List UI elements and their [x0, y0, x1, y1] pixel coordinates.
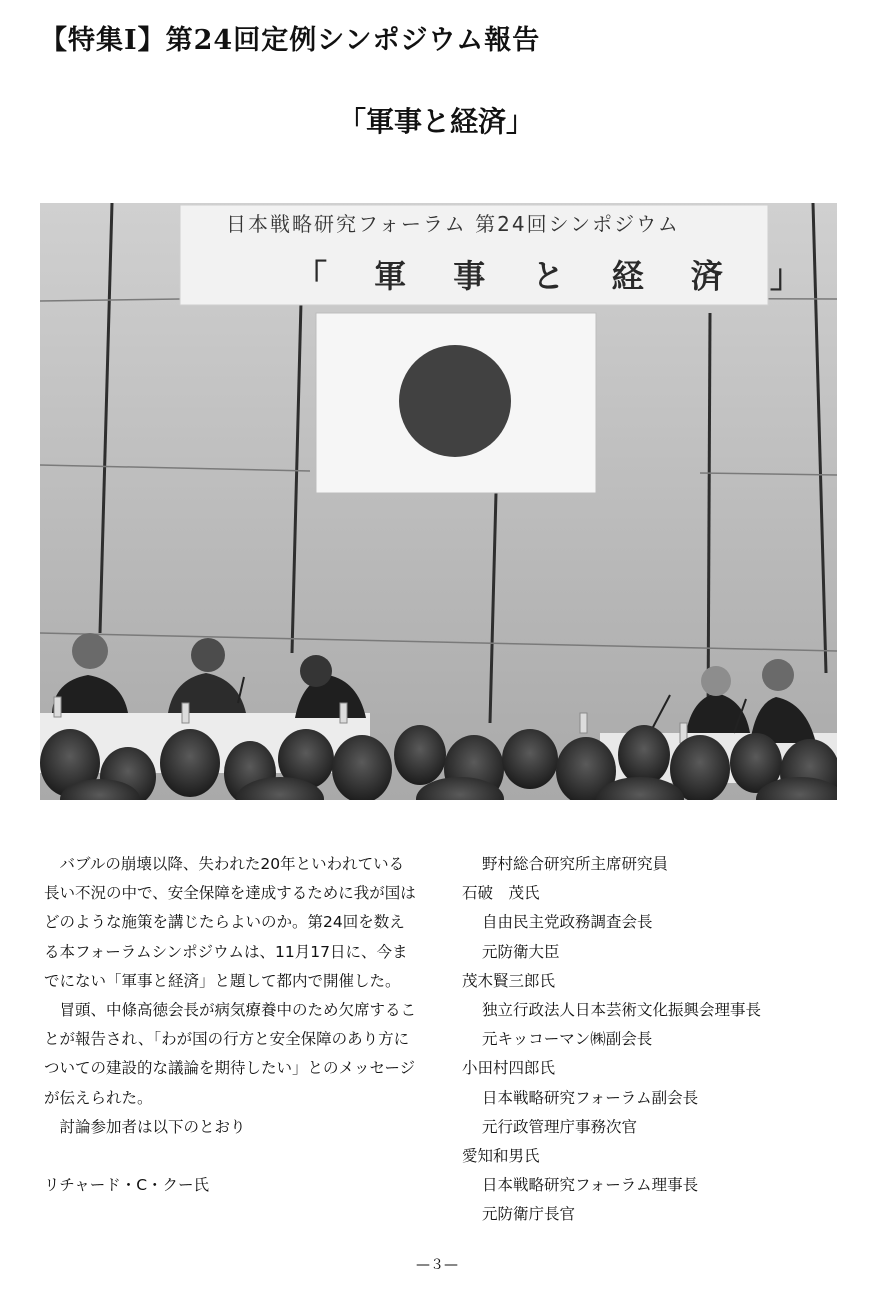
feature-heading: 【特集Ⅰ】第24回定例シンポジウム報告	[40, 25, 541, 56]
page-number: —３—	[416, 1257, 458, 1273]
body-column-left	[44, 850, 416, 1200]
participant-aichi-role: 日本戦略研究フォーラム理事長	[482, 1176, 699, 1195]
banner-line1: 日本戦略研究フォーラム 第24回シンポジウム	[226, 212, 680, 236]
banner-line2: 「 軍 事 と 経 済 」	[295, 257, 820, 295]
symposium-title: 「軍事と経済」	[338, 105, 535, 138]
participant-mogi-name: 茂木賢三郎氏	[462, 971, 556, 990]
participant-aichi-name: 愛知和男氏	[462, 1147, 540, 1166]
participant-aichi-role: 元防衛庁長官	[482, 1205, 576, 1224]
opening-paragraph: 冒頭、中條高徳会長が病気療養中のため欠席することが報告され、「わが国の行方と安全保障のあり方についての建設的な議論を期待したい」とのメッセージが伝えられた。	[44, 1001, 417, 1107]
intro-paragraph: バブルの崩壊以降、失われた20年といわれている長い不況の中で、安全保障を達成するために我が国はどのような施策を講じたらよいのか。第24回を数える本フォーラムシンポジウムは、11月17日に、今までにない「軍事と経済」と題して都内で開催した。	[44, 855, 416, 990]
participant-mogi-role: 独立行政法人日本芸術文化振興会理事長	[482, 1001, 762, 1020]
participant-ishiba-role: 自由民主党政務調査会長	[482, 913, 653, 932]
participants-intro: 討論参加者は以下のとおり	[59, 1117, 246, 1136]
participants-list	[462, 850, 842, 1230]
participant-koo-role: 野村総合研究所主席研究員	[482, 855, 669, 873]
participant-mogi-role: 元キッコーマン㈱副会長	[482, 1030, 653, 1049]
participant-odamura-role: 元行政管理庁事務次官	[482, 1117, 638, 1136]
participant-ishiba-role: 元防衛大臣	[482, 942, 560, 961]
symposium-photo	[40, 203, 837, 800]
participant-koo-name: リチャード・C・クー氏	[44, 1176, 210, 1195]
flag-disc	[399, 345, 511, 457]
participant-ishiba-name: 石破 茂氏	[462, 884, 540, 903]
participant-odamura-name: 小田村四郎氏	[462, 1059, 556, 1078]
participant-odamura-role: 日本戦略研究フォーラム副会長	[482, 1088, 699, 1107]
